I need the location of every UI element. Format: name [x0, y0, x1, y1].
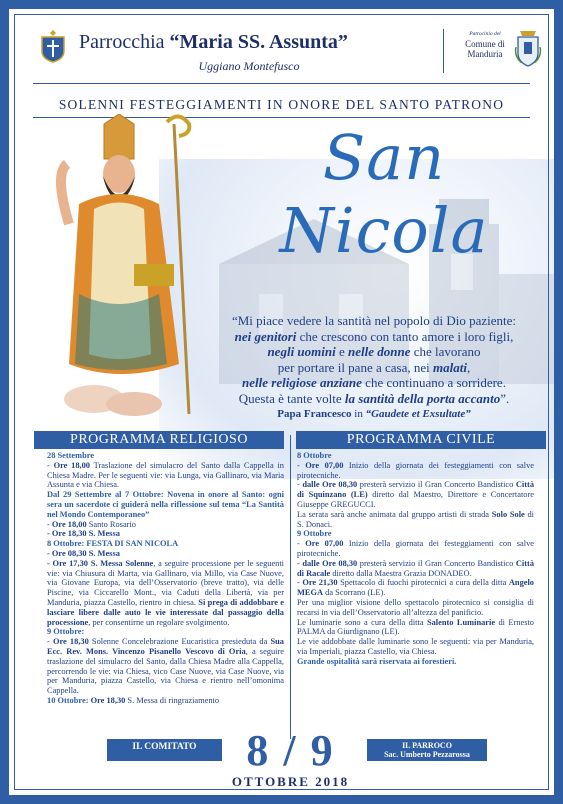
festival-days: 8 / 9 — [246, 726, 335, 775]
saint-title: San Nicola — [279, 121, 489, 267]
committee-label: IL COMITATO — [132, 742, 197, 752]
quote-attribution: Papa Francesco in “Gaudete et Exsultate” — [277, 408, 471, 420]
festivities-subtitle: SOLENNI FESTEGGIAMENTI IN ONORE DEL SANTO PATRONO — [58, 97, 505, 112]
header-rule-top — [33, 83, 530, 84]
civil-program-heading: PROGRAMMA CIVILE — [296, 431, 546, 449]
civil-program-text: 8 Ottobre - Ore 07,00 Inizio della giornata dei festeggiamenti con salve pirotecniche. - dalle Ore 08,30 presterà servizio il Gran Concerto Bandistico Città di Squinzano (LE) diretto dal Maestro, Direttore e Concertatore Giuseppe GREGUCCI. La serata sarà anche animata dal gruppo artisti di strada Solo Sole di S. Donaci. 9 Ottobre - Ore 07,00 Inizio della giornata dei festeggiamenti con salve pirotecniche. - dalle Ore 08,30 presterà servizio il Gran Concerto Bandistico Città di Racale diretto dalla Maestra Grazia DONADEO. - Ore 21,30 Spettacolo di fuochi pirotecnici a cura della ditta Angelo MEGA da Scorrano (LE). Per una miglior visione dello spettacolo pirotecnico si consiglia di recarsi in via dell’Osservatorio all’altezza del panificio. Le luminarie sono a cura della ditta Salento Luminarie di Ernesto PALMA da Giurdignano (LE). Le vie addobbate dalle luminarie sono le seguenti: via per Manduria, via Imperiali, piazza Castello, via Chiesa. Grande ospitalità sarà riservata ai forestieri. — [297, 451, 535, 666]
pope-quote: “Mi piace vedere la santità nel popolo di Dio paziente: nei genitori che crescono con tanto amore i loro figli, negli uomini e nelle donne che lavorano per portare il pane a casa, nei malati, nelle religiose anziane che continuano a sorridere. Questa è tante volte la santità della porta accanto”. — [231, 313, 517, 406]
parish-crest-icon — [40, 29, 66, 63]
religious-program-text: 28 Settembre - Ore 18,00 Traslazione del simulacro del Santo dalla Cappella in Chiesa Madre. Per le seguenti vie: via Lunga, via Gallinaro, via Maria Assunta e via Chiesa. Dal 29 Settembre al 7 Ottobre: Novena in onore al Santo: ogni sera un sacerdote ci guiderà nella riflessione sul tema “La Santità nel Mondo Contemporaneo” - Ore 18,00 Santo Rosario - Ore 18,30 S. Messa 8 Ottobre: FESTA DI SAN NICOLA - Ore 08,30 S. Messa - Ore 17,30 S. Messa Solenne, a seguire processione per le seguenti vie: via Chiusura di Marta, via Gallinaro, via Millo, via Case Nuove, via Giovane Europa, via dell’Osservatorio (breve tratto), via delle Piscine, via Ciccarello Mont., via Caduti della Libertà, via per Manduria, piazza Castello, rientro in chiesa. Si prega di addobbare e lasciare libere dalle auto le vie interessate dal passaggio della processione, per consentirne un regolare svolgimento. 9 Ottobre: - Ore 18,30 Solenne Concelebrazione Eucaristica presieduta da Sua Ecc. Rev. Mons. Vincenzo Pisanello Vescovo di Oria, a seguire traslazione del simulacro del Santo, dalla Chiesa Madre alla Cappella, percorrendo le vie: via Chiesa, vico Case Nuove, via Case Nuove, via per Manduria, piazza Castello, via Chiesa e rientro nell’omonima Cappella. 10 Ottobre: Ore 18,30 S. Messa di ringraziamento — [47, 451, 285, 705]
header-divider — [443, 29, 444, 73]
patronage-label: Patrocinio del — [469, 31, 501, 37]
parish-title: Parrocchia “Maria SS. Assunta” — [79, 31, 348, 53]
parish-priest-label: IL PARROCO Sac. Umberto Pezzarossa — [384, 741, 470, 759]
comune-crest-icon — [514, 29, 542, 67]
festival-month-year: OTTOBRE 2018 — [231, 774, 350, 789]
comune-label: Comune di Manduria — [465, 39, 505, 59]
religious-program-heading: PROGRAMMA RELIGIOSO — [34, 431, 284, 449]
parish-town: Uggiano Montefusco — [198, 59, 300, 73]
column-divider — [290, 435, 291, 739]
saint-nicholas-statue-image — [39, 114, 209, 434]
